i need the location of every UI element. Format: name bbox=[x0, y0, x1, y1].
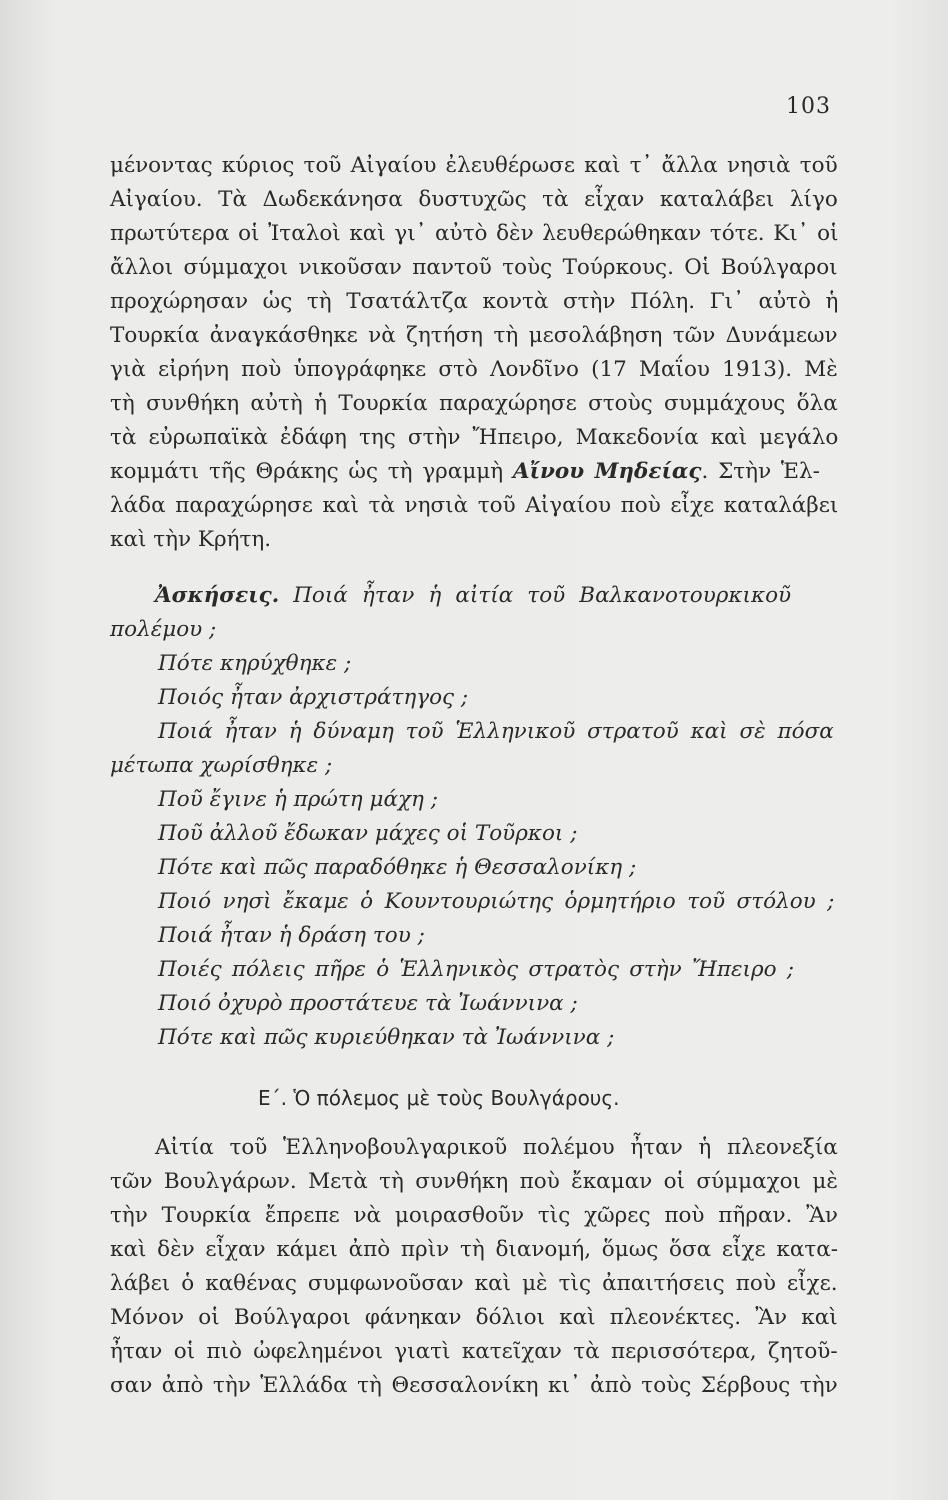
exercise-question: Ποιό ὀχυρὸ προστάτευε τὰ Ἰωάννινα ; bbox=[158, 991, 578, 1016]
paragraph1-line: προχώρησαν ὡς τὴ Τσατάλτζα κοντὰ στὴν Πόλη. Γι᾽ αὐτὸ ἡ bbox=[110, 289, 839, 314]
exercise-question: Ποιά ἦταν ἡ δράση του ; bbox=[158, 923, 425, 948]
paragraph1-line: Τουρκία ἀναγκάσθηκε νὰ ζητήση τὴ μεσολάβηση τῶν Δυνάμεων bbox=[110, 323, 838, 348]
exercise-question: Ποῦ ἔγινε ἡ πρώτη μάχη ; bbox=[158, 787, 438, 812]
paragraph2-line: τῶν Βουλγάρων. Μετὰ τὴ συνθήκη ποὺ ἔκαμαν οἱ σύμμαχοι μὲ bbox=[110, 1169, 838, 1194]
paragraph1-line: μένοντας κύριος τοῦ Αἰγαίου ἐλευθέρωσε καὶ τ᾽ ἄλλα νησιὰ τοῦ bbox=[110, 153, 838, 178]
exercise-question: Πότε καὶ πῶς παραδόθηκε ἡ Θεσσαλονίκη ; bbox=[158, 855, 637, 880]
paragraph1-line: λάδα παραχώρησε καὶ τὰ νησιὰ τοῦ Αἰγαίου ποὺ εἶχε καταλάβει bbox=[110, 493, 839, 518]
paragraph2-line: λάβει ὁ καθένας συμφωνοῦσαν καὶ μὲ τὶς ἀπαιτήσεις ποὺ εἶχε. bbox=[110, 1271, 838, 1296]
paragraph1-line: τὰ εὐρωπαϊκὰ ἐδάφη της στὴν Ἤπειρο, Μακεδονία καὶ μεγάλο bbox=[110, 425, 839, 450]
emphasized-place-name: Αἴνου Μηδείας bbox=[512, 459, 702, 484]
paragraph1-line: Αἰγαίου. Τὰ Δωδεκάνησα δυστυχῶς τὰ εἶχαν καταλάβει λίγο bbox=[110, 187, 838, 212]
paragraph2-line: τὴν Τουρκία ἔπρεπε νὰ μοιρασθοῦν τὶς χῶρες ποὺ πῆραν. Ἂν bbox=[110, 1203, 838, 1228]
paragraph2-line: ἦταν οἱ πιὸ ὠφελημένοι γιατὶ κατεῖχαν τὰ περισσότερα, ζητοῦ- bbox=[110, 1339, 838, 1364]
paragraph1-line: πρωτύτερα οἱ Ἰταλοὶ καὶ γι᾽ αὐτὸ δὲν λευθερώθηκαν τότε. Κι᾽ οἱ bbox=[110, 221, 839, 246]
paragraph2-line: σαν ἀπὸ τὴν Ἑλλάδα τὴ Θεσσαλονίκη κι᾽ ἀπὸ τοὺς Σέρβους τὴν bbox=[110, 1373, 838, 1398]
exercise-question: πολέμου ; bbox=[110, 617, 217, 642]
line-text: . Στὴν Ἑλ- bbox=[701, 459, 820, 484]
paragraph2-line: καὶ δὲν εἶχαν κάμει ἀπὸ πρὶν τὴ διανομή, ὅμως ὅσα εἶχε κατα- bbox=[110, 1237, 839, 1262]
exercise-question: Ποιές πόλεις πῆρε ὁ Ἑλληνικὸς στρατὸς στὴν Ἤπειρο ; bbox=[158, 957, 795, 982]
section-heading: Ε΄. Ὁ πόλεμος μὲ τοὺς Βουλγάρους. bbox=[258, 1086, 620, 1110]
exercise-question: Ποιός ἦταν ἀρχιστράτηγος ; bbox=[158, 685, 469, 710]
line-text: κομμάτι τῆς Θράκης ὡς τὴ γραμμὴ bbox=[110, 459, 513, 484]
paragraph1-line: καὶ τὴν Κρήτη. bbox=[110, 527, 272, 552]
exercise-question: Πότε κηρύχθηκε ; bbox=[158, 651, 352, 676]
exercise-question: μέτωπα χωρίσθηκε ; bbox=[110, 753, 333, 778]
paragraph1-line: γιὰ εἰρήνη ποὺ ὑπογράφηκε στὸ Λονδῖνο (17 Μαΐου 1913). Μὲ bbox=[110, 357, 838, 382]
paragraph2-line: Μόνον οἱ Βούλγαροι φάνηκαν δόλιοι καὶ πλεονέκτες. Ἂν καὶ bbox=[110, 1305, 838, 1330]
paragraph1-line: τὴ συνθήκη αὐτὴ ἡ Τουρκία παραχώρησε στοὺς συμμάχους ὅλα bbox=[110, 391, 838, 416]
paragraph1-line bbox=[110, 461, 838, 483]
exercise-question: Ποιά ἦταν ἡ αἰτία τοῦ Βαλκανοτουρκικοῦ bbox=[293, 583, 792, 608]
paragraph1-line: ἄλλοι σύμμαχοι νικοῦσαν παντοῦ τοὺς Τούρκους. Οἱ Βούλγαροι bbox=[110, 255, 838, 280]
page-number: 103 bbox=[786, 94, 831, 119]
exercises-first-line bbox=[155, 585, 835, 607]
exercise-question: Πότε καὶ πῶς κυριεύθηκαν τὰ Ἰωάννινα ; bbox=[158, 1025, 615, 1050]
paragraph2-line: Αἰτία τοῦ Ἑλληνοβουλγαρικοῦ πολέμου ἦταν ἡ πλεονεξία bbox=[155, 1135, 838, 1160]
exercise-question: Ποῦ ἀλλοῦ ἔδωκαν μάχες οἱ Τοῦρκοι ; bbox=[158, 821, 578, 846]
exercise-question: Ποιό νησὶ ἔκαμε ὁ Κουντουριώτης ὁρμητήριο τοῦ στόλου ; bbox=[158, 889, 835, 914]
exercises-label: Ἀσκήσεις. bbox=[155, 583, 280, 608]
exercise-question: Ποιά ἦταν ἡ δύναμη τοῦ Ἑλληνικοῦ στρατοῦ καὶ σὲ πόσα bbox=[158, 719, 834, 744]
